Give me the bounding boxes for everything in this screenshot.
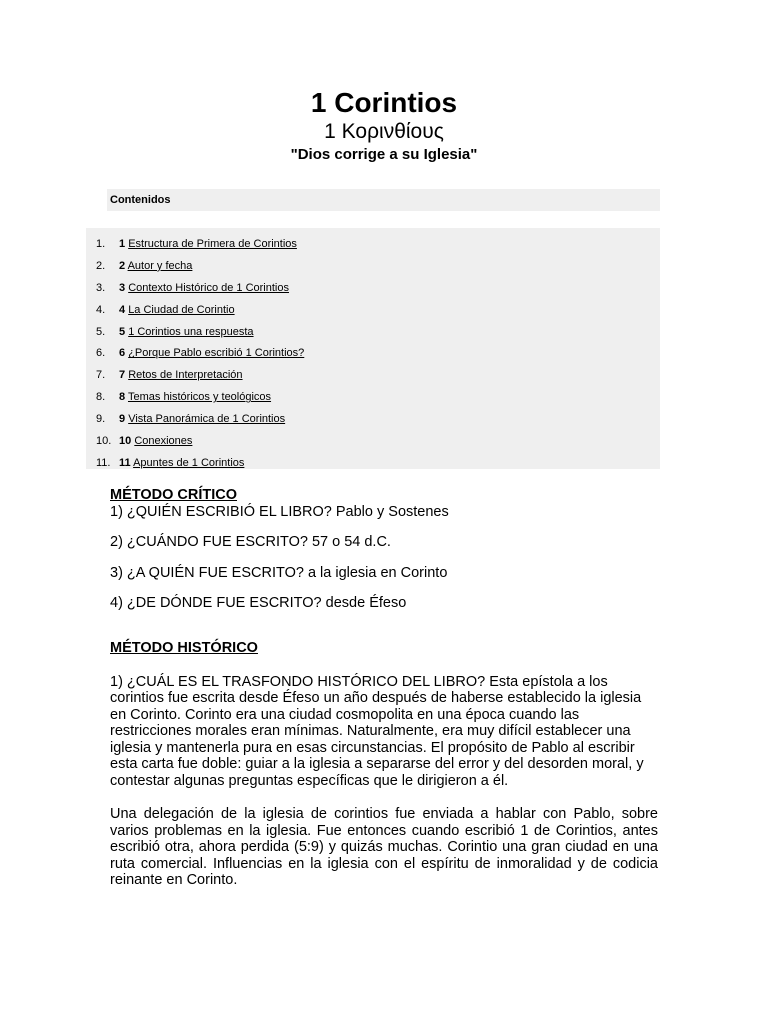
toc-item-number: 5 [119,325,126,338]
toc-item-number: 10 [119,435,132,448]
toc-item-entry [119,455,244,471]
toc-item-link[interactable]: Contexto Histórico de 1 Corintios [128,281,289,294]
table-of-contents [86,228,660,469]
toc-item-link[interactable]: Temas históricos y teológicos [127,391,272,404]
toc-item-link[interactable]: Vista Panorámica de 1 Corintios [128,413,286,426]
toc-item-entry [119,345,304,361]
toc-item-number: 7 [119,369,126,382]
toc-item-index: 1. [96,238,106,250]
toc-item-index: 10. [96,435,112,448]
toc-item-index: 2. [96,259,106,272]
toc-item-entry [119,367,243,383]
toc-item-number: 9 [119,413,126,426]
toc-item-index: 8. [96,391,106,404]
critical-question-1: 1) ¿QUIÉN ESCRIBIÓ EL LIBRO? Pablo y Sostenes [110,503,449,520]
toc-item-link[interactable]: La Ciudad de Corintio [128,303,235,316]
toc-item-entry [119,389,271,405]
historical-paragraph-2: Una delegación de la iglesia de corintios fue enviada a hablar con Pablo, sobre varios problemas en la iglesia. Fue entonces cuando escribió 1 de Corintios, antes escribió otra, ahora perdida (5:9) y quizás muchas. Corintio una gran ciudad en una ruta comercial. Influencias en la iglesia con el espíritu de inmoralidad y de codicia reinante en Corinto. [110,806,658,888]
toc-item-entry [119,433,192,449]
toc-item-number: 4 [119,303,126,316]
motto-subtitle: "Dios corrige a su Iglesia" [290,146,478,163]
toc-item [86,343,660,365]
toc-header [107,189,660,211]
toc-item-entry [119,324,254,340]
toc-item-link[interactable]: 1 Corintios una respuesta [128,325,254,338]
toc-item-link[interactable]: Conexiones [134,435,193,448]
toc-item-number: 8 [119,391,126,404]
toc-item-number: 3 [119,281,126,294]
toc-item-index: 4. [96,303,106,316]
toc-item-index: 9. [96,413,106,426]
toc-item-link[interactable]: ¿Porque Pablo escribió 1 Corintios? [128,347,305,360]
greek-subtitle: 1 Κορινθίους [324,120,444,143]
toc-item [86,409,660,431]
toc-item [86,234,660,256]
toc-item [86,365,660,387]
toc-item-entry [119,411,285,427]
toc-item [86,256,660,278]
toc-item-link[interactable]: Autor y fecha [127,259,193,272]
toc-item-entry [119,302,235,318]
toc-item [86,278,660,300]
toc-item-index: 6. [96,347,106,360]
critical-question-3: 3) ¿A QUIÉN FUE ESCRITO? a la iglesia en Corinto [110,564,448,581]
toc-list [86,234,660,475]
critical-question-2: 2) ¿CUÁNDO FUE ESCRITO? 57 o 54 d.C. [110,534,391,550]
historical-method-section [110,640,658,889]
toc-item [86,431,660,453]
toc-item-link[interactable]: Retos de Interpretación [128,369,243,382]
critical-method-heading: MÉTODO CRÍTICO [110,487,238,503]
historical-paragraph-1: 1) ¿CUÁL ES EL TRASFONDO HISTÓRICO DEL LIBRO? Esta epístola a los corintios fue escrita desde Éfeso un año después de haberse establecido la iglesia en Corinto. Corinto era una ciudad cosmopolita en una época cuando las restricciones morales eran mínimas. Naturalmente, era muy difícil establecer una iglesia y mantenerla pura en esas circunstancias. El propósito de Pablo al escribir esta carta fue doble: guiar a la iglesia a separarse del error y del desorden moral, y contestar algunas preguntas específicas que le dirigieron a él. [110,673,644,789]
historical-method-heading: MÉTODO HISTÓRICO [110,640,258,656]
toc-item-number: 6 [119,347,126,360]
toc-item [86,300,660,322]
page-title: 1 Corintios [310,87,458,118]
critical-method-section [110,487,658,612]
toc-item-index: 7. [96,369,106,382]
toc-item-index: 11. [96,456,111,469]
toc-item-link[interactable]: Apuntes de 1 Corintios [133,456,245,469]
toc-item [86,453,660,475]
toc-item-index: 3. [96,281,106,294]
toc-item [86,322,660,344]
toc-item-entry [119,236,297,252]
toc-item [86,387,660,409]
critical-question-4: 4) ¿DE DÓNDE FUE ESCRITO? desde Éfeso [110,595,407,611]
toc-item-number: 2 [119,259,126,272]
toc-item-entry [119,280,289,296]
toc-item-index: 5. [96,325,106,338]
toc-item-number: 11 [119,456,131,469]
toc-item-link[interactable]: Estructura de Primera de Corintios [128,238,297,250]
toc-item-number: 1 [119,238,126,250]
toc-header-label: Contenidos [110,194,171,206]
toc-item-entry [119,258,192,274]
